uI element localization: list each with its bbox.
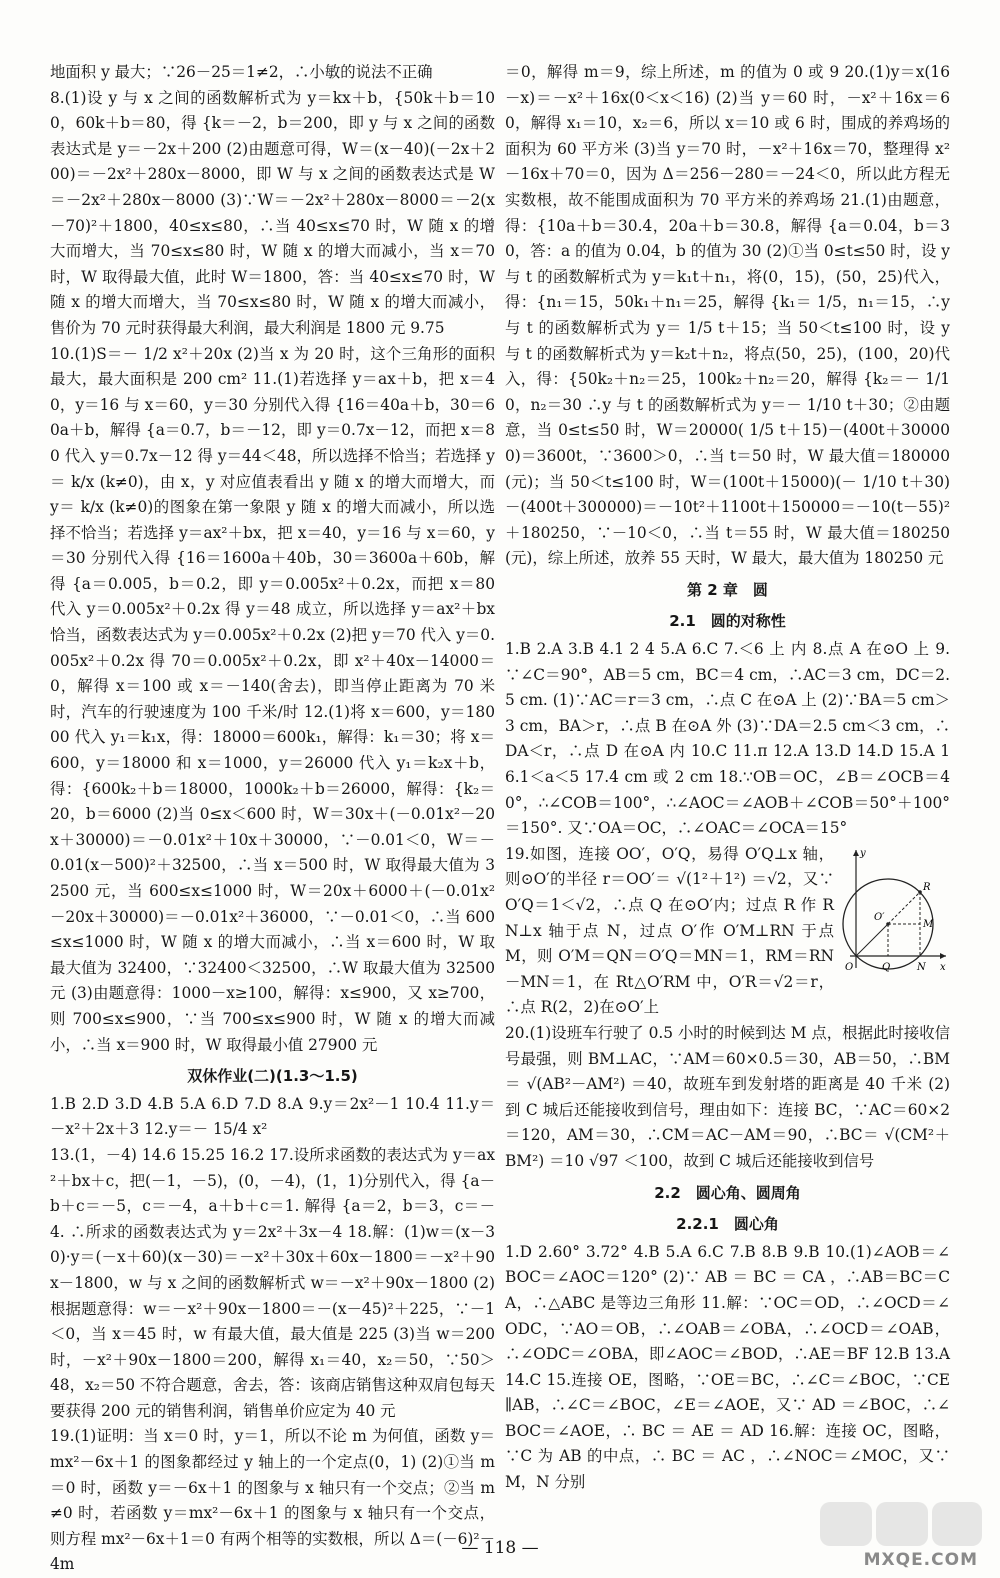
- right-paragraph: 20.(1)设班车行驶了 0.5 小时的时候到达 M 点，根据此时接收信号最强，则 BM⊥AC，∵AM＝60×0.5＝30，AB＝50，∴BM＝ √(AB²－AM²) ＝40，故班车到发射塔的距离是 40 千米 (2)到 C 城后还能接收到信号，理由如下：连接 BC，∵AC＝60×2＝120，AM＝30，∴CM＝AC－AM＝90，∴BC＝ √(CM²＋BM²) ＝10 √97 ＜100，故到 C 城后还能接收到信号: [505, 1023, 950, 1170]
- right-paragraph: 1.D 2.60° 3.72° 4.B 5.A 6.C 7.B 8.B 9.B 10.(1)∠AOB＝∠BOC＝∠AOC＝120° (2)∵ AB ＝ BC ＝ CA ，∴AB＝BC＝CA，∴△ABC 是等边三角形 11.解：∵OC＝OD，∴∠OCD＝∠ODC，∵AO＝OB，∴∠OAB＝∠OBA，∴∠OCD＝∠OAB，∴∠ODC＝∠OBA，即∠AOC＝∠BOD，∴AE＝BF 12.B 13.A 14.C 15.连接 OE，图略，∵OE＝BC，∴∠C＝∠BOC，∵CE∥AB，∴∠C＝∠BOC，∠E＝∠AOE，又∵ AD ＝∠BOC，∴∠BOC＝∠AOE，∴ BC ＝ AE ＝ AD 16.解：连接 OC，图略，∵C 为 AB 的中点，∴ BC ＝ AC ，∴∠NOC＝∠MOC，又∵M，N 分别: [505, 1242, 950, 1492]
- left-paragraph: 10.(1)S＝－ 1/2 x²＋20x (2)当 x 为 20 时，这个三角形的面积最大，最大面积是 200 cm² 11.(1)若选择 y＝ax＋b，把 x＝40，y＝16 与 x＝60，y＝30 分别代入得 {16＝40a＋b，30＝60a＋b，解得 {a＝0.7，b＝－12，即 y＝0.7x－12，而把 x＝80 代入 y＝0.7x－12 得 y＝44＜48，所以选择不恰当；若选择 y＝ k/x (k≠0)，由 x，y 对应值表看出 y 随 x 的增大而增大，而 y＝ k/x (k≠0)的图象在第一象限 y 随 x 的增大而减小，所以选择不恰当；若选择 y＝ax²＋bx，把 x＝40，y＝16 与 x＝60，y＝30 分别代入得 {16＝1600a＋40b，30＝3600a＋60b，解得 {a＝0.005，b＝0.2，即 y＝0.005x²＋0.2x，而把 x＝80 代入 y＝0.005x²＋0.2x 得 y＝48 成立，所以选择 y＝ax²＋bx 恰当，函数表达式为 y＝0.005x²＋0.2x (2)把 y＝70 代入 y＝0.005x²＋0.2x 得 70＝0.005x²＋0.2x，即 x²＋40x－14000＝0，解得 x＝100 或 x＝－140(舍去)，即当停止距离为 70 米时，汽车的行驶速度为 100 千米/时 12.(1)将 x＝600，y＝18000 代入 y₁＝k₁x，得：18000＝600k₁，解得：k₁＝30；将 x＝600，y＝18000 和 x＝1000，y＝26000 代入 y₁＝k₂x＋b，得：{600k₂＋b＝18000，1000k₂＋b＝26000，解得：{k₂＝20，b＝6000 (2)当 0≤x＜600 时，W＝30x＋(－0.01x²－20x＋30000)＝－0.01x²＋10x＋30000，∵－0.01＜0，W＝－0.01(x－500)²＋32500，∴当 x＝500 时，W 取得最大值为 32500 元，当 600≤x≤1000 时，W＝20x＋6000＋(－0.01x²－20x＋30000)＝－0.01x²＋36000，∵－0.01＜0，∴当 600≤x≤1000 时，W 随 x 的增大而减小，∴当 x＝600 时，W 取最大值为 32400，∵32400＜32500，∴W 取最大值为 32500 元 (3)由题意得：1000－x≥100，解得：x≤900，又 x≥700，则 700≤x≤900，∵当 700≤x≤900 时，W 随 x 的增大而减小，∴当 x＝900 时，W 取得最小值 27900 元: [50, 344, 495, 1054]
- section-heading-2-2: 2.2 圆心角、圆周角: [654, 1183, 801, 1202]
- left-column: [50, 60, 495, 1578]
- watermark-block-1: [820, 1502, 872, 1546]
- watermark-block-3: [932, 1502, 982, 1546]
- section-heading-weekend-homework: 双休作业(二)(1.3～1.5): [187, 1067, 358, 1086]
- watermark-text: MXQE.COM: [863, 1550, 978, 1570]
- left-paragraph: 13.(1，－4) 14.6 15.25 16.2 17.设所求函数的表达式为 y＝ax²＋bx＋c，把(－1，－5)，(0，－4)，(1，1)分别代入，得 {a－b＋c＝－5，c＝－4，a＋b＋c＝1. 解得 {a＝2，b＝3，c＝－4. ∴所求的函数表达式为 y＝2x²＋3x－4 18.解：(1)w＝(x－30)·y＝(－x＋60)(x－30)＝－x²＋30x＋60x－1800＝－x²＋90x－1800，w 与 x 之间的函数解析式 w＝－x²＋90x－1800 (2)根据题意得：w＝－x²＋90x－1800＝－(x－45)²＋225，∵－1＜0，当 x＝45 时，w 有最大值，最大值是 225 (3)当 w＝200 时，－x²＋90x－1800＝200，解得 x₁＝40，x₂＝50，∵50＞48，x₂＝50 不符合题意，舍去，答：该商店销售这种双肩包每天要获得 200 元的销售利润，销售单价应定为 40 元: [50, 1145, 495, 1420]
- segment-o-prime-r: [888, 892, 920, 924]
- label-y: y: [860, 847, 866, 859]
- section-heading-2-2-1: 2.2.1 圆心角: [676, 1215, 779, 1234]
- label-o-prime: O′: [874, 911, 885, 923]
- label-q: Q: [882, 961, 891, 973]
- label-m: M: [923, 918, 934, 930]
- x-axis-arrow: [940, 953, 946, 959]
- point-o-prime: [886, 922, 890, 926]
- label-r: R: [923, 881, 931, 893]
- segment-oo-prime: [856, 924, 888, 956]
- right-paragraph: ＝0，解得 m＝9，综上所述，m 的值为 0 或 9 20.(1)y＝x(16－x)＝－x²＋16x(0＜x＜16) (2)当 y＝60 时，－x²＋16x＝60，解得 x₁＝10，x₂＝6，所以 x＝10 或 6 时，围成的养鸡场的面积为 60 平方米 (3)当 y＝70 时，－x²＋16x＝70，整理得 x²－16x＋70＝0，因为 Δ＝256－280＝－24＜0，所以此方程无实数根，故不能围成面积为 70 平方米的养鸡场 21.(1)由题意，得：{10a＋b＝30.4，20a＋b＝30.8，解得 {a＝0.04，b＝30，答：a 的值为 0.04，b 的值为 30 (2)①当 0≤t≤50 时，设 y 与 t 的函数解析式为 y＝k₁t＋n₁，将(0，15)，(50，25)代入，得：{n₁＝15，50k₁＋n₁＝25，解得 {k₁＝ 1/5，n₁＝15，∴y 与 t 的函数解析式为 y＝ 1/5 t＋15；当 50＜t≤100 时，设 y 与 t 的函数解析式为 y＝k₂t＋n₂，将点(50，25)，(100，20)代入，得：{50k₂＋n₂＝25，100k₂＋n₂＝20，解得 {k₂＝－ 1/10，n₂＝30 ∴y 与 t 的函数解析式为 y＝－ 1/10 t＋30；②由题意，当 0≤t≤50 时，W＝20000( 1/5 t＋15)－(400t＋300000)＝3600t，∵3600＞0，∴当 t＝50 时，W 最大值＝180000(元)；当 50＜t≤100 时，W＝(100t＋15000)(－ 1/10 t＋30)－(400t＋300000)＝－10t²＋1100t＋150000＝－10(t－55)²＋180250，∵－10＜0，∴当 t＝55 时，W 最大值＝180250(元)，综上所述，放养 55 天时，W 最大，最大值为 180250 元: [505, 63, 950, 568]
- y-axis-arrow: [853, 850, 859, 856]
- label-o: O: [845, 961, 854, 973]
- left-paragraph: 1.B 2.D 3.D 4.B 5.A 6.D 7.D 8.A 9.y＝2x²－1 10.4 11.y＝－x²＋2x＋3 12.y＝－ 15/4 x²: [50, 1094, 495, 1139]
- label-n: N: [917, 961, 926, 973]
- left-paragraph: 19.(1)证明：当 x＝0 时，y＝1，所以不论 m 为何值，函数 y＝mx²－6x＋1 的图象都经过 y 轴上的一个定点(0，1) (2)①当 m＝0 时，函数 y＝－6x＋1 的图象与 x 轴只有一个交点；②当 m≠0 时，若函数 y＝mx²－6x＋1 的图象与 x 轴只有一个交点，则方程 mx²－6x＋1＝0 有两个相等的实数根，所以 Δ＝(－6)²－4m: [50, 1427, 495, 1574]
- label-x: x: [940, 961, 946, 973]
- point-r: [918, 890, 922, 894]
- page-number: — 118 —: [461, 1538, 539, 1558]
- section-heading-2-1: 2.1 圆的对称性: [669, 612, 786, 631]
- right-column: [505, 60, 950, 1496]
- circle-coordinate-figure: [842, 844, 950, 974]
- left-paragraph: 地面积 y 最大；∵26－25＝1≠2，∴小敏的说法不正确: [50, 63, 433, 81]
- right-paragraph: 1.B 2.A 3.B 4.1 2 4 5.A 6.C 7.＜6 上 内 8.点 A 在⊙O 上 9.∵∠C＝90°，AB＝5 cm，BC＝4 cm，∴AC＝3 cm，DC＝2.5 cm. (1)∵AC＝r＝3 cm，∴点 C 在⊙A 上 (2)∵BA＝5 cm＞3 cm，BA＞r，∴点 B 在⊙A 外 (3)∵DA＝2.5 cm＜3 cm，∴DA＜r，∴点 D 在⊙A 内 10.C 11.π 12.A 13.D 14.D 15.A 16.1＜a＜5 17.4 cm 或 2 cm 18.∵OB＝OC，∠B＝∠OCB＝40°，∴∠COB＝100°，∴∠AOC＝∠AOB＋∠COB＝50°＋100°＝150°. 又∵OA＝OC，∴∠OAC＝∠OCA＝15°: [505, 640, 950, 838]
- left-paragraph: 8.(1)设 y 与 x 之间的函数解析式为 y＝kx＋b，{50k＋b＝100，60k＋b＝80，得 {k＝－2，b＝200，即 y 与 x 之间的函数表达式是 y＝－2x＋200 (2)由题意可得，W＝(x－40)(－2x＋200)＝－2x²＋280x－8000，即 W 与 x 之间的函数表达式是 W＝－2x²＋280x－8000 (3)∵W＝－2x²＋280x－8000＝－2(x－70)²＋1800，40≤x≤80，∴当 40≤x≤70 时，W 随 x 的增大而增大，当 70≤x≤80 时，W 随 x 的增大而减小，当 x＝70 时，W 取得最大值，此时 W＝1800，答：当 40≤x≤70 时，W 随 x 的增大而增大，当 70≤x≤80 时，W 随 x 的增大而减小，售价为 70 元时获得最大利润，最大利润是 1800 元 9.75: [50, 88, 495, 337]
- chapter-title: 第 2 章 圆: [687, 580, 768, 599]
- watermark-block-2: [876, 1502, 928, 1546]
- right-paragraph-with-figure: 19.如图，连接 OO′，O′Q，易得 O′Q⊥x 轴，则⊙O′的半径 r＝OO′＝ √(1²＋1²) ＝√2，又∵O′Q＝1＜√2，∴点 Q 在⊙O′内；过点 R 作 RN⊥x 轴于点 N，过点 O′作 O′M⊥RN 于点 M，则 O′M＝QN＝O′Q＝MN＝1，RM＝RN－MN＝1，在 Rt△O′RM 中，O′R＝√2＝r，∴点 R(2，2)在⊙O′上: [505, 844, 834, 1017]
